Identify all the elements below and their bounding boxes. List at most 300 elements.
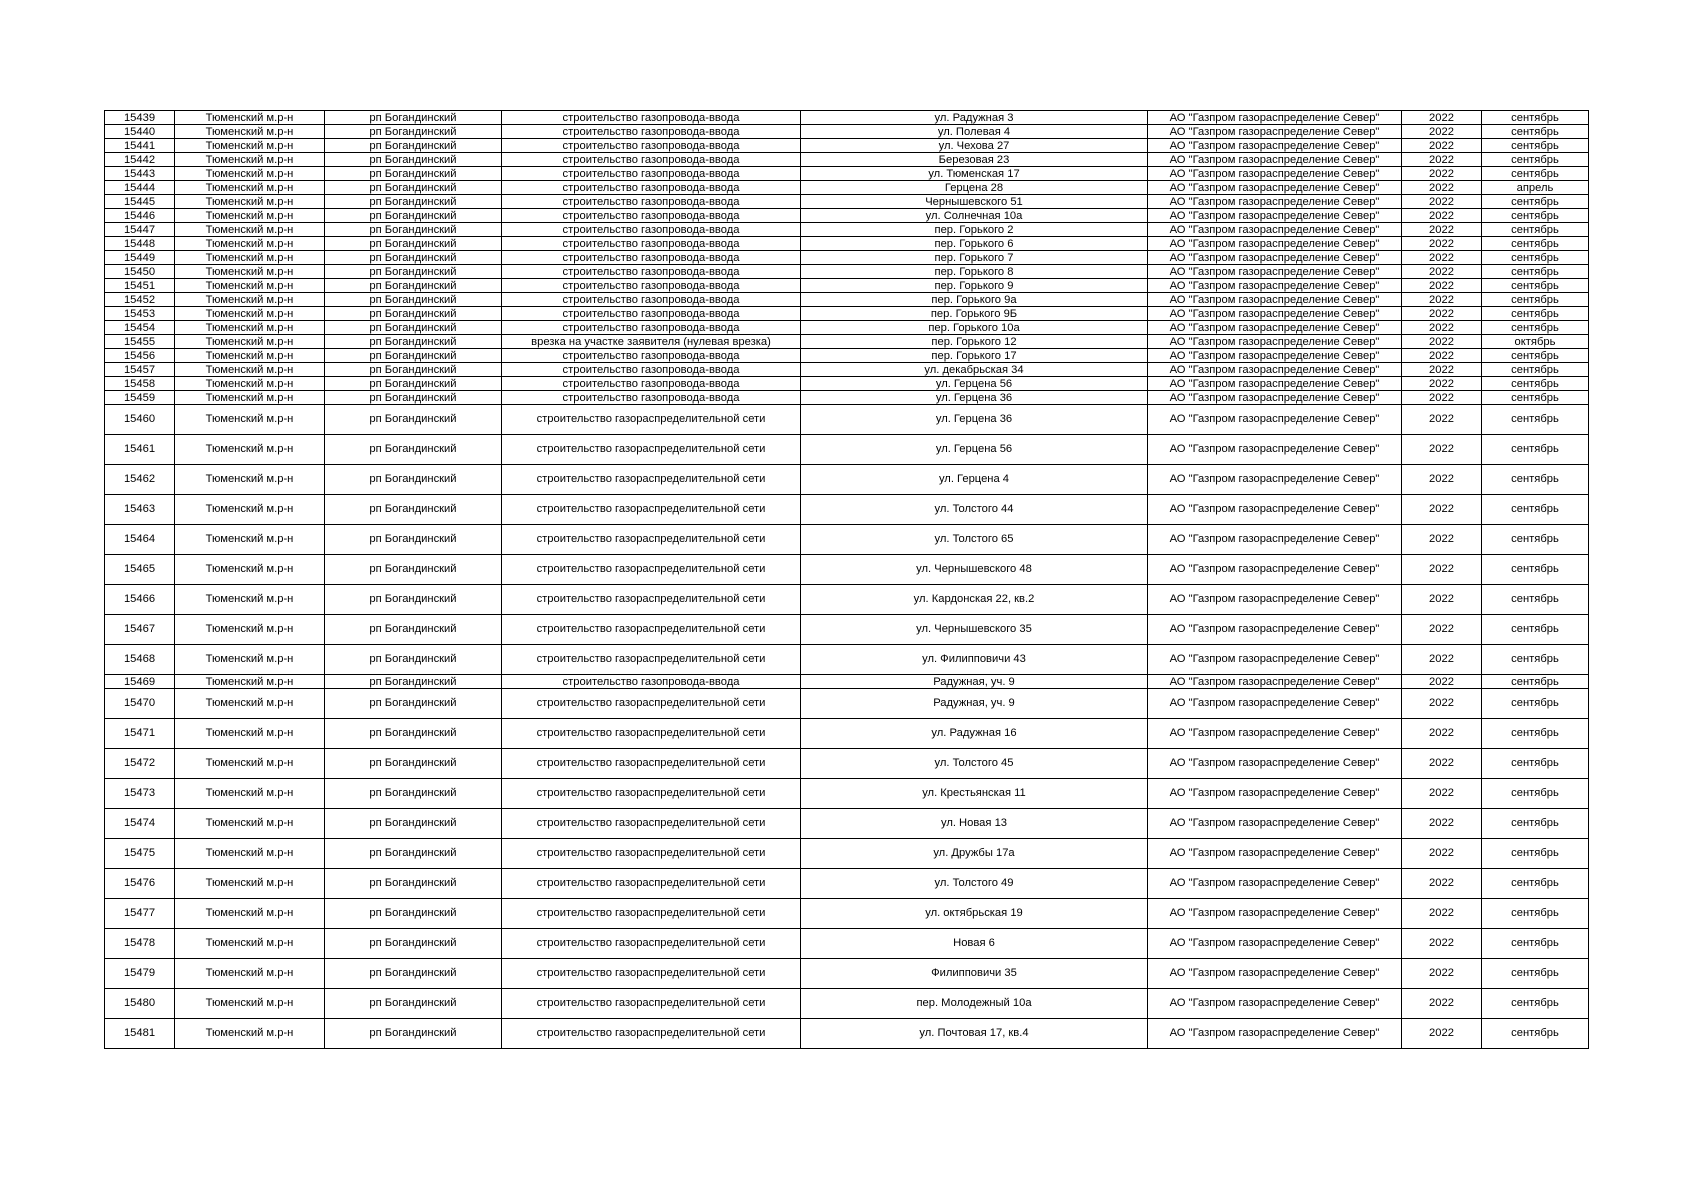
cell-work-type-text: строительство газораспределительной сети	[536, 472, 766, 485]
cell-number	[105, 251, 175, 265]
cell-locality	[325, 125, 502, 139]
cell-number-text: 15459	[123, 391, 156, 404]
cell-work-type-text: строительство газопровода-ввода	[562, 237, 740, 250]
cell-work-type	[502, 689, 801, 719]
cell-organization	[1148, 989, 1402, 1019]
cell-number-text: 15439	[123, 111, 156, 124]
cell-month	[1482, 749, 1589, 779]
cell-work-type	[502, 585, 801, 615]
cell-work-type	[502, 321, 801, 335]
cell-year-text: 2022	[1429, 726, 1454, 739]
cell-work-type	[502, 363, 801, 377]
cell-month-text: сентябрь	[1511, 139, 1559, 152]
cell-year	[1402, 585, 1482, 615]
cell-work-type-text: строительство газораспределительной сети	[536, 412, 766, 425]
cell-locality-text: рп Богандинский	[369, 279, 457, 292]
cell-work-type	[502, 377, 801, 391]
cell-year	[1402, 209, 1482, 223]
cell-year-text: 2022	[1429, 906, 1454, 919]
cell-organization-text: АО "Газпром газораспределение Север"	[1169, 786, 1380, 799]
cell-work-type-text: строительство газопровода-ввода	[562, 279, 740, 292]
cell-organization	[1148, 237, 1402, 251]
cell-district	[175, 989, 325, 1019]
table-row	[105, 1019, 1589, 1049]
cell-locality	[325, 555, 502, 585]
cell-address-text: ул. Полевая 4	[937, 125, 1011, 138]
cell-district-text: Тюменский м.р-н	[205, 726, 294, 739]
cell-work-type	[502, 139, 801, 153]
cell-district	[175, 1019, 325, 1049]
cell-district-text: Тюменский м.р-н	[205, 786, 294, 799]
cell-address-text: ул. Герцена 36	[935, 391, 1013, 404]
cell-district-text: Тюменский м.р-н	[205, 652, 294, 665]
cell-locality-text: рп Богандинский	[369, 237, 457, 250]
cell-organization-text: АО "Газпром газораспределение Север"	[1169, 472, 1380, 485]
cell-address-text: ул. Толстого 45	[934, 756, 1014, 769]
cell-district	[175, 929, 325, 959]
cell-month-text: октябрь	[1514, 335, 1556, 348]
cell-address	[801, 377, 1148, 391]
cell-organization	[1148, 929, 1402, 959]
cell-work-type	[502, 615, 801, 645]
cell-work-type-text: строительство газопровода-ввода	[562, 363, 740, 376]
cell-organization-text: АО "Газпром газораспределение Север"	[1169, 936, 1380, 949]
cell-locality-text: рп Богандинский	[369, 562, 457, 575]
cell-month-text: сентябрь	[1511, 223, 1559, 236]
cell-year	[1402, 719, 1482, 749]
cell-district	[175, 265, 325, 279]
cell-district	[175, 809, 325, 839]
cell-work-type	[502, 405, 801, 435]
cell-year	[1402, 405, 1482, 435]
cell-year-text: 2022	[1429, 756, 1454, 769]
cell-number	[105, 307, 175, 321]
cell-locality-text: рп Богандинский	[369, 111, 457, 124]
cell-work-type	[502, 989, 801, 1019]
table-row	[105, 465, 1589, 495]
cell-year	[1402, 555, 1482, 585]
cell-number-text: 15481	[123, 1026, 156, 1039]
table-row	[105, 809, 1589, 839]
cell-district-text: Тюменский м.р-н	[205, 209, 294, 222]
cell-month	[1482, 555, 1589, 585]
cell-month-text: сентябрь	[1511, 412, 1559, 425]
cell-address-text: Филипповичи 35	[931, 966, 1017, 979]
cell-organization	[1148, 719, 1402, 749]
cell-work-type-text: строительство газопровода-ввода	[562, 293, 740, 306]
cell-locality-text: рп Богандинский	[369, 363, 457, 376]
cell-month-text: сентябрь	[1511, 562, 1559, 575]
cell-locality-text: рп Богандинский	[369, 251, 457, 264]
cell-work-type	[502, 1019, 801, 1049]
cell-locality-text: рп Богандинский	[369, 307, 457, 320]
cell-month-text: сентябрь	[1511, 786, 1559, 799]
cell-month-text: апрель	[1516, 181, 1554, 194]
cell-locality	[325, 237, 502, 251]
cell-address	[801, 405, 1148, 435]
cell-organization-text: АО "Газпром газораспределение Север"	[1169, 966, 1380, 979]
cell-address	[801, 465, 1148, 495]
cell-year-text: 2022	[1429, 209, 1454, 222]
cell-organization	[1148, 465, 1402, 495]
cell-address-text: пер. Горького 9Б	[930, 307, 1018, 320]
cell-organization	[1148, 689, 1402, 719]
cell-month	[1482, 869, 1589, 899]
cell-locality	[325, 391, 502, 405]
cell-locality-text: рп Богандинский	[369, 786, 457, 799]
cell-number-text: 15452	[123, 293, 156, 306]
cell-locality-text: рп Богандинский	[369, 377, 457, 390]
cell-address-text: пер. Горького 8	[934, 265, 1014, 278]
cell-number	[105, 265, 175, 279]
cell-address-text: Радужная, уч. 9	[933, 675, 1015, 688]
cell-month	[1482, 645, 1589, 675]
cell-number-text: 15449	[123, 251, 156, 264]
cell-number-text: 15480	[123, 996, 156, 1009]
cell-district-text: Тюменский м.р-н	[205, 846, 294, 859]
cell-locality	[325, 719, 502, 749]
cell-locality-text: рп Богандинский	[369, 652, 457, 665]
cell-number	[105, 645, 175, 675]
cell-month	[1482, 435, 1589, 465]
cell-organization	[1148, 377, 1402, 391]
cell-locality	[325, 465, 502, 495]
cell-organization-text: АО "Газпром газораспределение Север"	[1169, 1026, 1380, 1039]
cell-year	[1402, 349, 1482, 363]
cell-address	[801, 749, 1148, 779]
cell-locality	[325, 839, 502, 869]
cell-work-type-text: строительство газораспределительной сети	[536, 652, 766, 665]
cell-organization-text: АО "Газпром газораспределение Север"	[1169, 696, 1380, 709]
cell-work-type-text: строительство газопровода-ввода	[562, 377, 740, 390]
cell-work-type	[502, 335, 801, 349]
cell-address-text: ул. Дружбы 17а	[933, 846, 1015, 859]
cell-month-text: сентябрь	[1511, 966, 1559, 979]
cell-month-text: сентябрь	[1511, 532, 1559, 545]
cell-year	[1402, 153, 1482, 167]
cell-address	[801, 195, 1148, 209]
cell-address-text: ул. Герцена 36	[935, 412, 1013, 425]
cell-work-type-text: строительство газопровода-ввода	[562, 153, 740, 166]
cell-number	[105, 237, 175, 251]
cell-organization-text: АО "Газпром газораспределение Север"	[1169, 363, 1380, 376]
cell-month-text: сентябрь	[1511, 906, 1559, 919]
cell-month	[1482, 779, 1589, 809]
cell-address-text: пер. Горького 17	[931, 349, 1017, 362]
cell-year	[1402, 335, 1482, 349]
table-row	[105, 153, 1589, 167]
cell-work-type-text: строительство газопровода-ввода	[562, 265, 740, 278]
cell-year-text: 2022	[1429, 696, 1454, 709]
cell-organization-text: АО "Газпром газораспределение Север"	[1169, 675, 1380, 688]
cell-locality	[325, 899, 502, 929]
cell-month-text: сентябрь	[1511, 279, 1559, 292]
cell-locality-text: рп Богандинский	[369, 412, 457, 425]
cell-address	[801, 251, 1148, 265]
cell-locality-text: рп Богандинский	[369, 906, 457, 919]
cell-work-type-text: строительство газораспределительной сети	[536, 876, 766, 889]
cell-district	[175, 307, 325, 321]
cell-organization-text: АО "Газпром газораспределение Север"	[1169, 756, 1380, 769]
cell-organization-text: АО "Газпром газораспределение Север"	[1169, 996, 1380, 1009]
cell-month	[1482, 585, 1589, 615]
cell-locality-text: рп Богандинский	[369, 335, 457, 348]
cell-year-text: 2022	[1429, 167, 1454, 180]
cell-number-text: 15458	[123, 377, 156, 390]
cell-address-text: ул. Новая 13	[940, 816, 1008, 829]
cell-district-text: Тюменский м.р-н	[205, 996, 294, 1009]
table-row	[105, 779, 1589, 809]
cell-number	[105, 209, 175, 223]
cell-address	[801, 307, 1148, 321]
cell-work-type-text: строительство газораспределительной сети	[536, 1026, 766, 1039]
cell-locality-text: рп Богандинский	[369, 321, 457, 334]
cell-year	[1402, 929, 1482, 959]
cell-locality	[325, 335, 502, 349]
cell-number-text: 15450	[123, 265, 156, 278]
table-row	[105, 959, 1589, 989]
cell-year	[1402, 279, 1482, 293]
cell-number	[105, 555, 175, 585]
cell-district	[175, 251, 325, 265]
cell-locality-text: рп Богандинский	[369, 1026, 457, 1039]
cell-work-type	[502, 809, 801, 839]
cell-year-text: 2022	[1429, 223, 1454, 236]
cell-district	[175, 869, 325, 899]
cell-month	[1482, 195, 1589, 209]
cell-address	[801, 929, 1148, 959]
cell-year	[1402, 377, 1482, 391]
cell-district-text: Тюменский м.р-н	[205, 349, 294, 362]
cell-month-text: сентябрь	[1511, 391, 1559, 404]
cell-number	[105, 167, 175, 181]
cell-year	[1402, 989, 1482, 1019]
cell-number	[105, 869, 175, 899]
cell-address-text: ул. октябрьская 19	[925, 906, 1023, 919]
cell-district-text: Тюменский м.р-н	[205, 265, 294, 278]
cell-address-text: ул. Кардонская 22, кв.2	[913, 592, 1035, 605]
cell-month-text: сентябрь	[1511, 846, 1559, 859]
cell-address-text: Березовая 23	[938, 153, 1010, 166]
cell-organization	[1148, 125, 1402, 139]
cell-number-text: 15476	[123, 876, 156, 889]
cell-locality-text: рп Богандинский	[369, 167, 457, 180]
cell-number-text: 15448	[123, 237, 156, 250]
cell-district	[175, 377, 325, 391]
cell-organization-text: АО "Газпром газораспределение Север"	[1169, 592, 1380, 605]
cell-organization	[1148, 525, 1402, 555]
cell-work-type-text: врезка на участке заявителя (нулевая врезка)	[531, 335, 771, 348]
cell-month	[1482, 809, 1589, 839]
cell-locality-text: рп Богандинский	[369, 816, 457, 829]
cell-year	[1402, 869, 1482, 899]
cell-address-text: ул. декабрьская 34	[924, 363, 1024, 376]
cell-locality	[325, 435, 502, 465]
cell-month	[1482, 377, 1589, 391]
cell-locality	[325, 869, 502, 899]
cell-number-text: 15456	[123, 349, 156, 362]
cell-locality	[325, 181, 502, 195]
cell-month-text: сентябрь	[1511, 1026, 1559, 1039]
cell-locality-text: рп Богандинский	[369, 592, 457, 605]
cell-year-text: 2022	[1429, 363, 1454, 376]
cell-month	[1482, 675, 1589, 689]
cell-work-type	[502, 251, 801, 265]
cell-work-type	[502, 153, 801, 167]
cell-year-text: 2022	[1429, 307, 1454, 320]
cell-locality-text: рп Богандинский	[369, 293, 457, 306]
cell-locality	[325, 689, 502, 719]
cell-district-text: Тюменский м.р-н	[205, 906, 294, 919]
cell-year-text: 2022	[1429, 502, 1454, 515]
cell-locality-text: рп Богандинский	[369, 442, 457, 455]
cell-locality	[325, 195, 502, 209]
cell-work-type	[502, 719, 801, 749]
table-row	[105, 435, 1589, 465]
cell-organization-text: АО "Газпром газораспределение Север"	[1169, 209, 1380, 222]
cell-year	[1402, 779, 1482, 809]
cell-address-text: ул. Толстого 44	[934, 502, 1014, 515]
table-row	[105, 307, 1589, 321]
cell-work-type-text: строительство газораспределительной сети	[536, 622, 766, 635]
cell-year	[1402, 167, 1482, 181]
cell-work-type-text: строительство газопровода-ввода	[562, 195, 740, 208]
cell-address	[801, 495, 1148, 525]
cell-locality	[325, 645, 502, 675]
cell-month	[1482, 237, 1589, 251]
cell-locality	[325, 929, 502, 959]
cell-address	[801, 321, 1148, 335]
cell-address	[801, 899, 1148, 929]
cell-district	[175, 363, 325, 377]
cell-year	[1402, 839, 1482, 869]
cell-work-type	[502, 959, 801, 989]
cell-year-text: 2022	[1429, 996, 1454, 1009]
cell-district-text: Тюменский м.р-н	[205, 391, 294, 404]
table-row	[105, 615, 1589, 645]
cell-year	[1402, 265, 1482, 279]
cell-address-text: ул. Чехова 27	[938, 139, 1010, 152]
cell-locality-text: рп Богандинский	[369, 532, 457, 545]
cell-month	[1482, 321, 1589, 335]
cell-locality	[325, 675, 502, 689]
cell-address	[801, 525, 1148, 555]
cell-organization	[1148, 555, 1402, 585]
cell-district	[175, 615, 325, 645]
cell-district	[175, 495, 325, 525]
cell-work-type	[502, 307, 801, 321]
cell-district-text: Тюменский м.р-н	[205, 675, 294, 688]
cell-organization-text: АО "Газпром газораспределение Север"	[1169, 391, 1380, 404]
cell-month-text: сентябрь	[1511, 876, 1559, 889]
cell-year	[1402, 809, 1482, 839]
cell-work-type	[502, 223, 801, 237]
cell-month	[1482, 307, 1589, 321]
cell-organization	[1148, 405, 1402, 435]
cell-year	[1402, 465, 1482, 495]
cell-organization	[1148, 495, 1402, 525]
cell-year	[1402, 899, 1482, 929]
table-row	[105, 251, 1589, 265]
cell-year	[1402, 749, 1482, 779]
cell-month	[1482, 223, 1589, 237]
cell-locality-text: рп Богандинский	[369, 726, 457, 739]
cell-district-text: Тюменский м.р-н	[205, 363, 294, 376]
cell-locality	[325, 209, 502, 223]
cell-organization-text: АО "Газпром газораспределение Север"	[1169, 349, 1380, 362]
cell-district	[175, 349, 325, 363]
cell-locality-text: рп Богандинский	[369, 966, 457, 979]
cell-address-text: ул. Герцена 56	[935, 442, 1013, 455]
cell-organization-text: АО "Газпром газораспределение Север"	[1169, 502, 1380, 515]
cell-work-type	[502, 749, 801, 779]
cell-district	[175, 749, 325, 779]
cell-year-text: 2022	[1429, 652, 1454, 665]
cell-organization-text: АО "Газпром газораспределение Север"	[1169, 816, 1380, 829]
table-row	[105, 265, 1589, 279]
cell-address	[801, 125, 1148, 139]
cell-organization	[1148, 391, 1402, 405]
cell-month	[1482, 899, 1589, 929]
cell-address-text: ул. Солнечная 10а	[925, 209, 1023, 222]
cell-address	[801, 809, 1148, 839]
cell-work-type	[502, 645, 801, 675]
cell-locality-text: рп Богандинский	[369, 181, 457, 194]
cell-month	[1482, 209, 1589, 223]
cell-work-type-text: строительство газопровода-ввода	[562, 111, 740, 124]
cell-work-type-text: строительство газораспределительной сети	[536, 846, 766, 859]
cell-address-text: ул. Почтовая 17, кв.4	[919, 1026, 1029, 1039]
cell-year	[1402, 307, 1482, 321]
cell-year-text: 2022	[1429, 125, 1454, 138]
cell-district	[175, 139, 325, 153]
cell-district-text: Тюменский м.р-н	[205, 167, 294, 180]
cell-month-text: сентябрь	[1511, 153, 1559, 166]
cell-organization	[1148, 363, 1402, 377]
cell-district	[175, 195, 325, 209]
cell-month	[1482, 405, 1589, 435]
table-row	[105, 749, 1589, 779]
cell-district-text: Тюменский м.р-н	[205, 622, 294, 635]
cell-number	[105, 585, 175, 615]
cell-work-type-text: строительство газораспределительной сети	[536, 816, 766, 829]
cell-month	[1482, 265, 1589, 279]
cell-number-text: 15464	[123, 532, 156, 545]
cell-district	[175, 675, 325, 689]
cell-year	[1402, 139, 1482, 153]
cell-locality-text: рп Богандинский	[369, 139, 457, 152]
cell-locality	[325, 167, 502, 181]
table-row	[105, 645, 1589, 675]
cell-organization	[1148, 111, 1402, 125]
cell-district-text: Тюменский м.р-н	[205, 293, 294, 306]
cell-organization	[1148, 265, 1402, 279]
cell-work-type-text: строительство газопровода-ввода	[562, 321, 740, 334]
cell-organization	[1148, 209, 1402, 223]
cell-address-text: пер. Горького 7	[934, 251, 1014, 264]
cell-month	[1482, 363, 1589, 377]
cell-month-text: сентябрь	[1511, 111, 1559, 124]
cell-work-type	[502, 839, 801, 869]
cell-number-text: 15460	[123, 412, 156, 425]
cell-month	[1482, 167, 1589, 181]
cell-month-text: сентябрь	[1511, 592, 1559, 605]
table-row	[105, 869, 1589, 899]
cell-number	[105, 279, 175, 293]
cell-month	[1482, 391, 1589, 405]
table-row	[105, 111, 1589, 125]
cell-locality-text: рп Богандинский	[369, 846, 457, 859]
